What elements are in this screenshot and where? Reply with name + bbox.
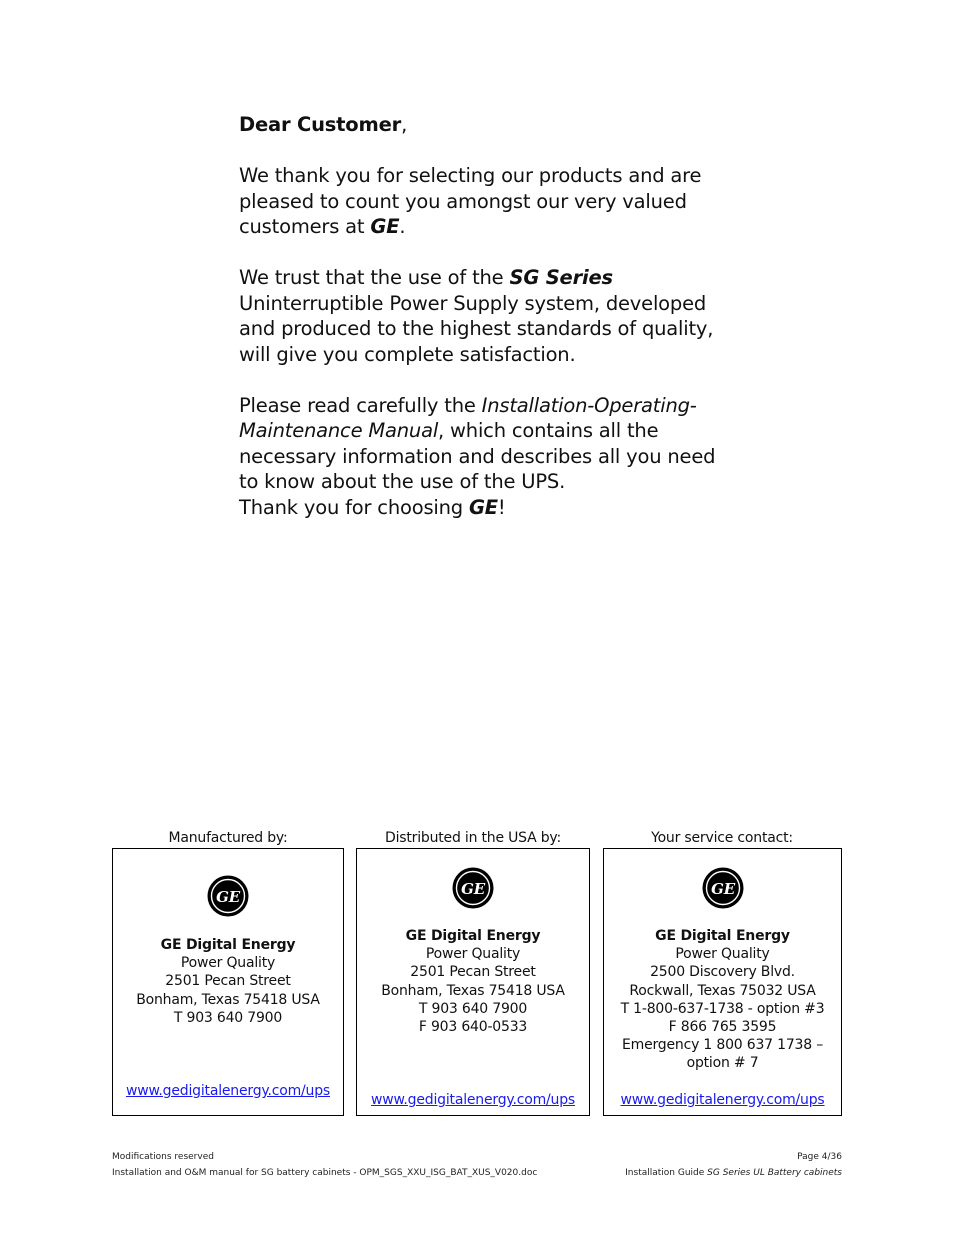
company-name: GE Digital Energy: [655, 928, 790, 944]
paragraph-trust: We trust that the use of the SG Series Uninterruptible Power Supply system, developed and produced to the highest standards of quality, will give you complete satisfaction.: [239, 266, 714, 366]
brand-name: GE: [468, 495, 498, 519]
product-name: SG Series: [509, 266, 613, 289]
distributor-address: [357, 927, 589, 1036]
manufacturer-box: [112, 848, 344, 1116]
brand-name: GE: [370, 215, 400, 238]
manual-title: Installation-Operating-Maintenance Manual: [239, 393, 697, 442]
service-contact-website-link[interactable]: www.gedigitalenergy.com/ups: [620, 1092, 825, 1108]
paragraph-thanks: We thank you for selecting our products and are pleased to count you amongst our very valued customers at GE.: [239, 164, 702, 238]
company-name: GE Digital Energy: [160, 937, 296, 953]
address-line: 2501 Pecan Street: [165, 973, 291, 990]
company-name: GE Digital Energy: [405, 928, 541, 944]
footer-modifications: Modifications reserved: [112, 1152, 214, 1162]
service-contact-address: [604, 927, 841, 1073]
manufacturer-website-link[interactable]: www.gedigitalenergy.com/ups: [125, 1083, 331, 1099]
emergency-line: Emergency 1 800 637 1738 –: [622, 1037, 823, 1054]
manufacturer-address: [113, 936, 343, 1027]
salutation: Dear Customer,: [239, 113, 408, 136]
footer-guide-title: Installation Guide SG Series UL Battery cabinets: [625, 1168, 842, 1178]
svg-text:GE: GE: [710, 880, 735, 898]
address-line: Power Quality: [425, 946, 521, 963]
fax-line: F 903 640-0533: [418, 1019, 528, 1036]
address-line: Bonham, Texas 75418 USA: [381, 982, 565, 999]
ge-logo-icon: [452, 867, 494, 909]
emergency-option-line: option # 7: [686, 1055, 759, 1072]
ge-logo-icon: [702, 867, 744, 909]
address-line: Rockwall, Texas 75032 USA: [629, 982, 816, 999]
letter-body: [239, 112, 739, 520]
distributor-label: Distributed in the USA by:: [384, 830, 562, 846]
phone-line: T 1-800-637-1738 - option #3: [620, 1000, 825, 1017]
service-contact-label: Your service contact:: [651, 830, 793, 846]
svg-text:GE: GE: [216, 888, 240, 906]
fax-line: F 866 765 3595: [668, 1019, 777, 1036]
ge-logo-icon: [207, 875, 249, 917]
distributor-box: [356, 848, 590, 1116]
phone-line: T 903 640 7900: [173, 1009, 283, 1026]
paragraph-manual: Please read carefully the Installation-Operating-Maintenance Manual, which contains all the necessary information and describes all you need to know about the use of the UPS.: [239, 393, 716, 493]
svg-text:GE: GE: [461, 880, 485, 898]
footer-page-number: Page 4/36: [797, 1152, 842, 1162]
manufacturer-label: Manufactured by:: [168, 830, 288, 846]
distributor-website-link[interactable]: www.gedigitalenergy.com/ups: [370, 1092, 576, 1108]
footer-document-name: Installation and O&M manual for SG battery cabinets - OPM_SGS_XXU_ISG_BAT_XUS_V020.doc: [112, 1168, 538, 1178]
address-line: 2501 Pecan Street: [410, 964, 536, 981]
address-line: Bonham, Texas 75418 USA: [136, 991, 320, 1008]
phone-line: T 903 640 7900: [418, 1000, 528, 1017]
address-line: Power Quality: [180, 955, 276, 972]
service-contact-box: [603, 848, 842, 1116]
closing-line: Thank you for choosing GE!: [239, 495, 506, 519]
address-line: Power Quality: [675, 946, 770, 963]
salutation-name: Dear Customer: [239, 113, 402, 136]
address-line: 2500 Discovery Blvd.: [650, 964, 795, 981]
